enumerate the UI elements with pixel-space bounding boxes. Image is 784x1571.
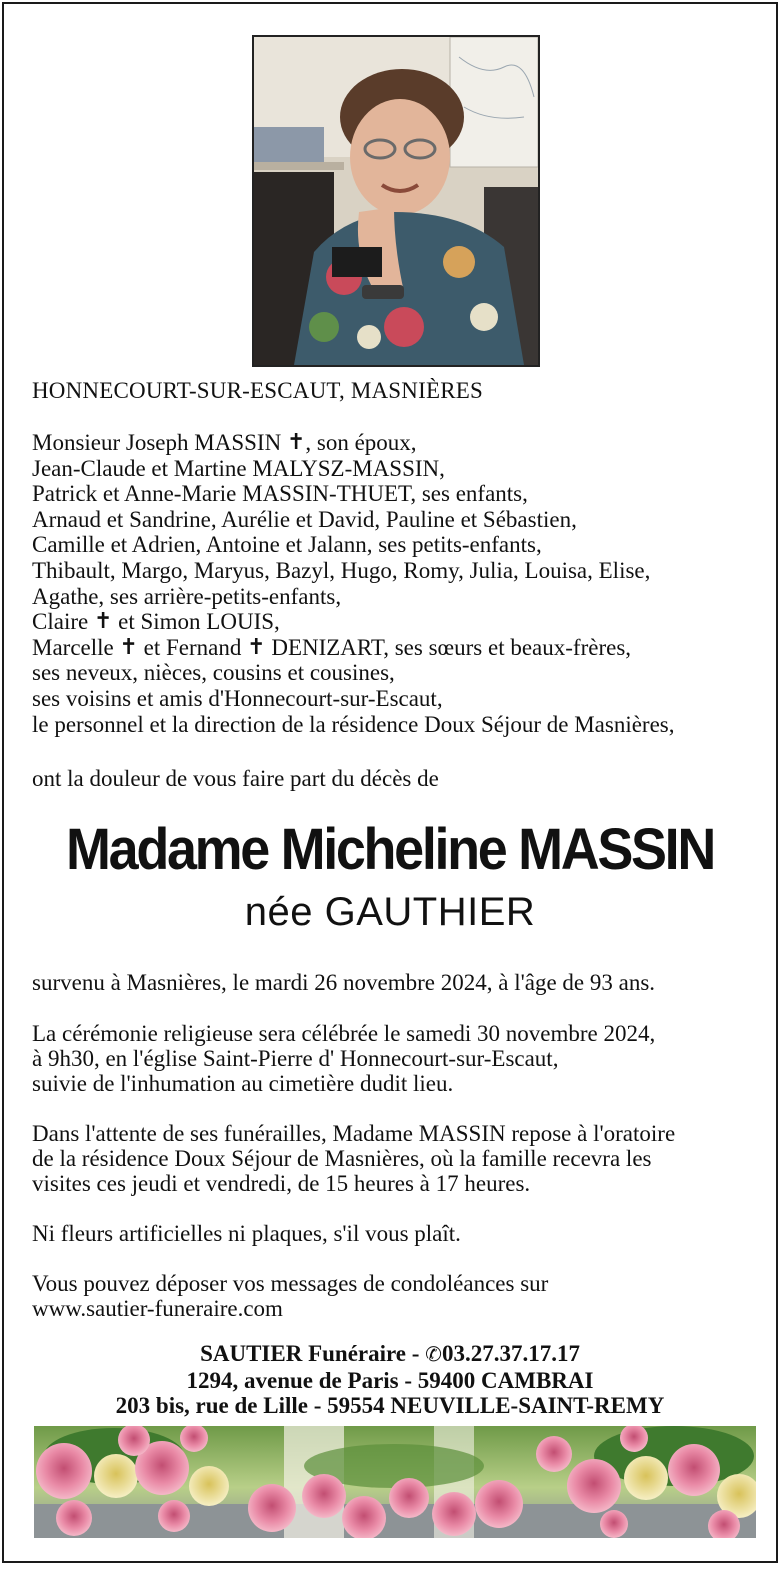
death-paragraph [32,970,754,995]
portrait-photo [252,35,540,367]
family-text: Patrick et Anne-Marie MASSIN-THUET, ses enfants, [32,481,528,507]
family-line [32,712,675,738]
maiden-name: née GAUTHIER [244,890,536,934]
ceremony-paragraph [32,1021,754,1096]
phone-icon: ✆ [425,1342,442,1366]
funeral-home-address-2: 203 bis, rue de Lille - 59554 NEUVILLE-SAINT-REMY [115,1393,665,1418]
family-text: Marcelle [32,634,120,660]
towns-heading: HONNECOURT-SUR-ESCAUT, MASNIÈRES [32,378,484,403]
family-line [32,558,675,584]
family-line [32,584,675,610]
text-line: La cérémonie religieuse sera célébrée le samedi 30 novembre 2024, [32,1021,656,1046]
family-list [32,430,675,737]
text-line: Vous pouvez déposer vos messages de condoléances sur [32,1271,549,1296]
family-line [32,686,675,712]
text-line: Dans l'attente de ses funérailles, Madame MASSIN repose à l'oratoire [32,1121,676,1146]
family-text: ses voisins et amis d'Honnecourt-sur-Escaut, [32,685,443,711]
cross-icon: ✝ [286,430,306,455]
family-text: DENIZART, ses sœurs et beaux-frères, [265,634,632,660]
family-line [32,430,675,456]
family-line [32,507,675,533]
family-line [32,635,675,661]
family-text: Camille et Adrien, Antoine et Jalann, ses petits-enfants, [32,532,542,558]
family-text: le personnel et la direction de la résidence Doux Séjour de Masnières, [32,711,675,737]
wake-paragraph [32,1121,754,1196]
family-line [32,609,675,635]
family-line [32,532,675,558]
family-text: Thibault, Margo, Maryus, Bazyl, Hugo, Romy, Julia, Louisa, Elise, [32,557,651,583]
text-line: à 9h30, en l'église Saint-Pierre d' Honnecourt-sur-Escaut, [32,1046,559,1071]
cross-icon: ✝ [93,609,113,635]
family-text: ses neveux, nièces, cousins et cousines, [32,660,395,686]
text-line: Ni fleurs artificielles ni plaques, s'il vous plaît. [32,1221,461,1246]
family-text: , son époux, [305,430,417,455]
funeral-home-name-line [4,1341,776,1368]
cross-icon: ✝ [119,634,138,660]
family-line [32,481,675,507]
family-text: et Simon LOUIS, [112,609,280,635]
funeral-home-address-1: 1294, avenue de Paris - 59400 CAMBRAI [186,1367,594,1393]
family-text: Arnaud et Sandrine, Aurélie et David, Pauline et Sébastien, [32,506,577,532]
family-text: Agathe, ses arrière-petits-enfants, [32,583,342,609]
phone-number: 03.27.37.17.17 [441,1341,580,1366]
text-line: de la résidence Doux Séjour de Masnières, où la famille recevra les [32,1146,652,1171]
obituary-notice [2,2,778,1563]
family-line [32,456,675,482]
deceased-name: Madame Micheline MASSIN [66,817,714,882]
family-text: Jean-Claude et Martine MALYSZ-MASSIN, [32,455,445,481]
condolences-paragraph [32,1271,754,1321]
text-line: suivie de l'inhumation au cimetière dudit lieu. [32,1071,454,1096]
announcement-text: ont la douleur de vous faire part du décès de [32,766,439,791]
text-line: visites ces jeudi et vendredi, de 15 heures à 17 heures. [32,1171,531,1196]
cross-icon: ✝ [247,634,266,660]
family-text: et Fernand [137,634,248,660]
text-line: survenu à Masnières, le mardi 26 novembre 2024, à l'âge de 93 ans. [32,970,656,995]
flowers-paragraph [32,1221,754,1246]
funeral-home-block [4,1341,776,1419]
family-text: Claire [32,609,94,635]
roses-banner-image [34,1426,756,1538]
condolences-link[interactable]: www.sautier-funeraire.com [32,1296,283,1321]
funeral-home-name: SAUTIER Funéraire - [200,1341,426,1366]
family-text: Monsieur Joseph MASSIN [32,430,287,455]
family-line [32,660,675,686]
